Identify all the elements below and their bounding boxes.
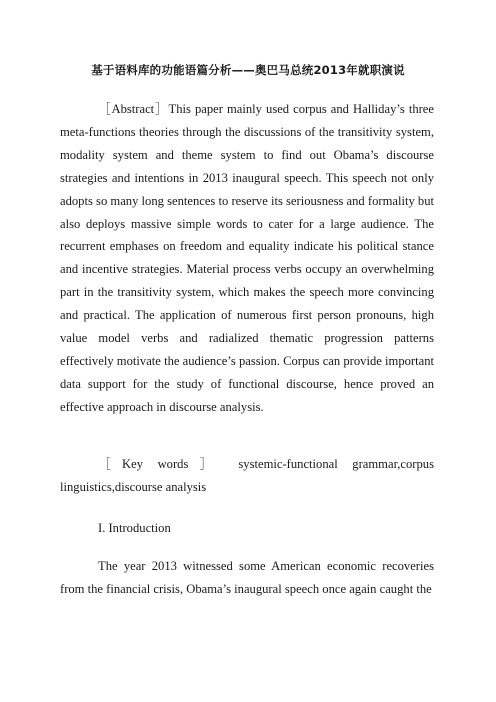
abstract-label: ［Abstract］	[98, 102, 169, 116]
keywords-label: ［Key words］	[98, 457, 224, 471]
intro-paragraph: The year 2013 witnessed some American economic recoveries from the financial crisis, Obama’s inaugural speech once again caught the	[60, 559, 434, 596]
abstract-paragraph	[60, 98, 434, 419]
section-heading: I. Introduction	[98, 521, 171, 535]
abstract-text: This paper mainly used corpus and Halliday’s three meta-functions theories through the discussions of the transitivity system, modality system and theme system to find out Obama’s discourse strategies and intentions in 2013 inaugural speech. This speech not only adopts so many long sentences to reserve its seriousness and formality but also deploys massive simple words to cater for a large audience. The recurrent emphases on freedom and equality indicate his political stance and incentive strategies. Material process verbs occupy an overwhelming part in the transitivity system, which makes the speech more convincing and practical. The application of numerous first person pronouns, high value model verbs and radialized thematic progression patterns effectively motivate the audience’s passion. Corpus can provide important data support for the study of functional discourse, hence proved an effective approach in discourse analysis.	[60, 102, 434, 414]
paper-title: 基于语料库的功能语篇分析——奥巴马总统2013年就职演说	[91, 63, 405, 77]
keywords-paragraph	[60, 453, 434, 499]
keywords-text: systemic-functional grammar,corpus linguistics,discourse analysis	[60, 457, 434, 494]
